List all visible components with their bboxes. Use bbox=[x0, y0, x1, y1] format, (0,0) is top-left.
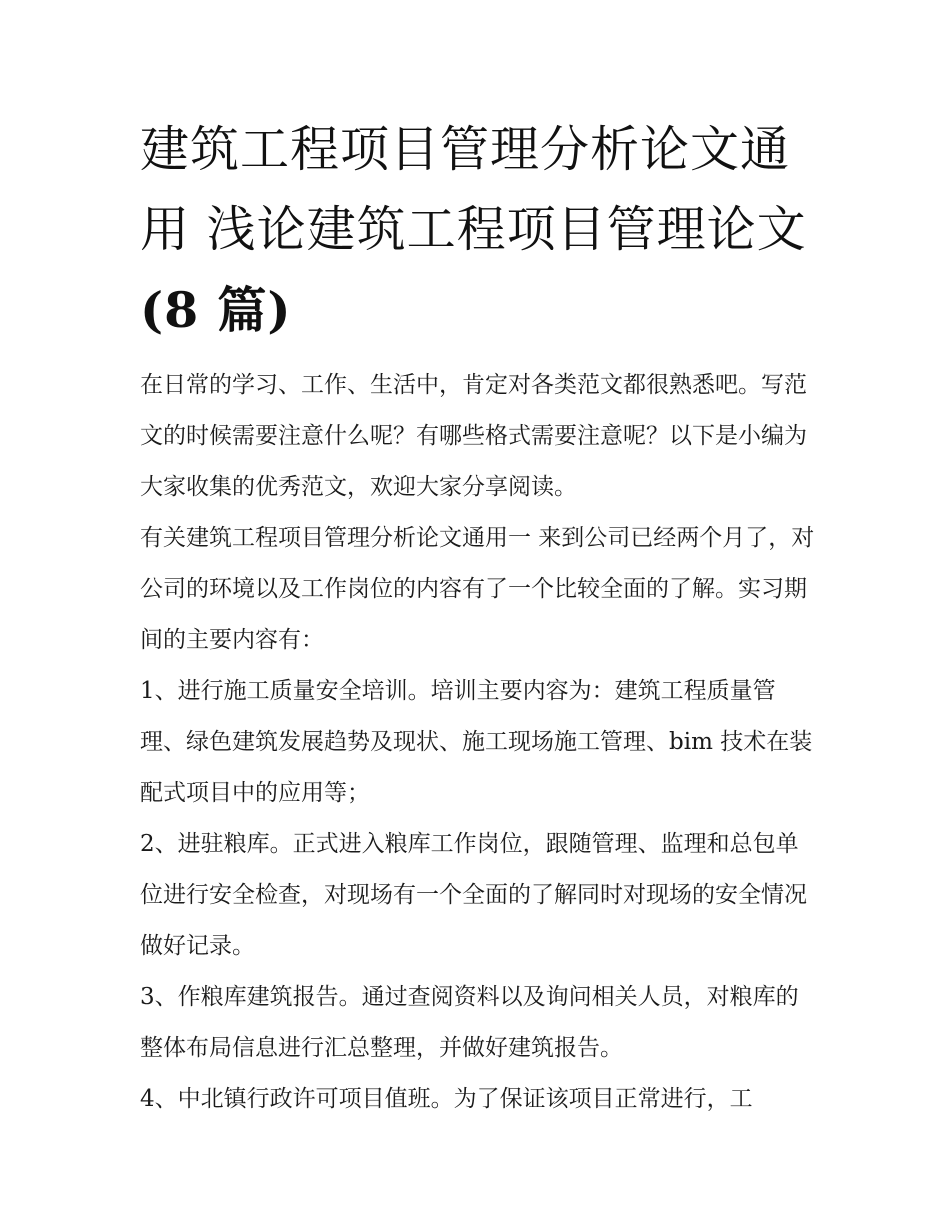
paragraph-item-1: 1、进行施工质量安全培训。培训主要内容为：建筑工程质量管理、绿色建筑发展趋势及现状、施工现场施工管理、bim 技术在装配式项目中的应用等； bbox=[140, 678, 813, 806]
paragraph-item-4: 4、中北镇行政许可项目值班。为了保证该项目正常进行，工 bbox=[140, 1086, 753, 1112]
title-line-1: 建筑工程项目管理分析论文通 bbox=[140, 121, 791, 178]
title-line-3: (8 篇) bbox=[140, 281, 292, 339]
document-title bbox=[140, 110, 820, 350]
paragraph-item-3: 3、作粮库建筑报告。通过查阅资料以及询问相关人员，对粮库的整体布局信息进行汇总整理，并做好建筑报告。 bbox=[140, 984, 799, 1061]
paragraph-internship-overview: 有关建筑工程项目管理分析论文通用一 来到公司已经两个月了，对公司的环境以及工作岗位的内容有了一个比较全面的了解。实习期间的主要内容有： bbox=[140, 525, 815, 653]
title-line-2: 用 浅论建筑工程项目管理论文 bbox=[140, 201, 807, 258]
intro-paragraph: 在日常的学习、工作、生活中，肯定对各类范文都很熟悉吧。写范文的时候需要注意什么呢？有哪些格式需要注意呢？以下是小编为大家收集的优秀范文，欢迎大家分享阅读。 bbox=[140, 372, 807, 500]
paragraph-item-2: 2、进驻粮库。正式进入粮库工作岗位，跟随管理、监理和总包单位进行安全检查，对现场有一个全面的了解同时对现场的安全情况做好记录。 bbox=[140, 831, 807, 959]
document-body bbox=[140, 110, 820, 1125]
